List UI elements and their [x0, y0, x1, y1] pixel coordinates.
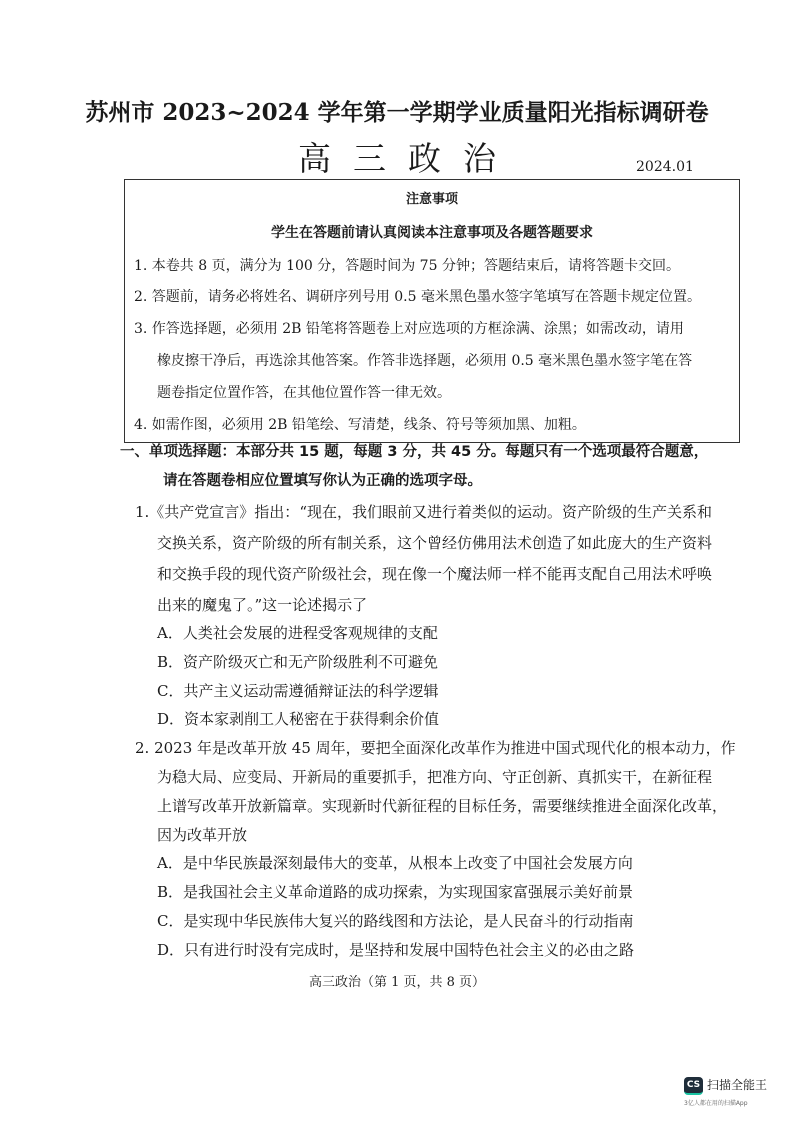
notice-item-3: 3. 作答选择题，必须用 2B 铅笔将答题卷上对应选项的方框涂满、涂黑；如需改动，请用	[134, 321, 684, 337]
section-instruction: 请在答题卷相应位置填写你认为正确的选项字母。	[163, 473, 482, 489]
exam-title: 苏州市 2023~2024 学年第一学期学业质量阳光指标调研卷	[85, 99, 709, 126]
exam-date: 2024.01	[636, 159, 694, 175]
question-stem: 为稳大局、应变局、开新局的重要抓手，把准方向、守正创新、真抓实干，在新征程	[157, 768, 713, 786]
option-d: D．资本家剥削工人秘密在于获得剩余价值	[157, 710, 440, 728]
notice-subheading: 学生在答题前请认真阅读本注意事项及各题答题要求	[271, 225, 593, 241]
question-stem: 交换关系，资产阶级的所有制关系，这个曾经仿佛用法术创造了如此庞大的生产资料	[157, 534, 713, 552]
question-stem: 和交换手段的现代资产阶级社会，现在像一个魔法师一样不能再支配自己用法术呼唤	[157, 565, 713, 583]
notice-box	[124, 179, 740, 443]
question-stem: 因为改革开放	[157, 826, 248, 844]
option-a: A．人类社会发展的进程受客观规律的支配	[157, 624, 438, 642]
notice-item-3-cont: 橡皮擦干净后，再选涂其他答案。作答非选择题，必须用 0.5 毫米黑色墨水签字笔在答	[157, 353, 693, 369]
question-stem: 1.《共产党宣言》指出：“现在，我们眼前又进行着类似的运动。资产阶级的生产关系和	[135, 503, 712, 521]
notice-item-1: 1. 本卷共 8 页，满分为 100 分，答题时间为 75 分钟；答题结束后，请将答题卡交回。	[134, 258, 680, 274]
notice-item-2: 2. 答题前，请务必将姓名、调研序列号用 0.5 毫米黑色墨水签字笔填写在答题卡规定位置。	[134, 289, 701, 305]
question-stem: 出来的魔鬼了。”这一论述揭示了	[157, 596, 368, 614]
notice-item-3-cont: 题卷指定位置作答，在其他位置作答一律无效。	[157, 385, 451, 401]
notice-heading: 注意事项	[405, 192, 458, 207]
option-b: B．是我国社会主义革命道路的成功探索，为实现国家富强展示美好前景	[157, 883, 634, 901]
watermark-name: 扫描全能王	[707, 1078, 768, 1092]
watermark-tagline: 3亿人都在用的扫描App	[684, 1100, 748, 1107]
subject-title: 高三政治	[298, 139, 518, 178]
option-b: B．资产阶级灭亡和无产阶级胜利不可避免	[157, 653, 439, 671]
camscanner-logo-icon: CS	[684, 1077, 703, 1095]
option-d: D．只有进行时没有完成时，是坚持和发展中国特色社会主义的必由之路	[157, 941, 635, 959]
page-footer: 高三政治（第 1 页，共 8 页）	[308, 975, 486, 990]
option-c: C．共产主义运动需遵循辩证法的科学逻辑	[157, 682, 439, 700]
question-stem: 2. 2023 年是改革开放 45 周年，要把全面深化改革作为推进中国式现代化的根本动力，作	[135, 739, 736, 757]
question-stem: 上谱写改革开放新篇章。实现新时代新征程的目标任务，需要继续推进全面深化改革，	[157, 797, 728, 815]
notice-item-4: 4. 如需作图，必须用 2B 铅笔绘、写清楚，线条、符号等须加黑、加粗。	[134, 417, 586, 433]
option-a: A．是中华民族最深刻最伟大的变革，从根本上改变了中国社会发展方向	[157, 854, 633, 872]
option-c: C．是实现中华民族伟大复兴的路线图和方法论，是人民奋斗的行动指南	[157, 912, 634, 930]
section-heading: 一、单项选择题：本部分共 15 题，每题 3 分，共 45 分。每题只有一个选项最符合题意，	[120, 444, 709, 460]
